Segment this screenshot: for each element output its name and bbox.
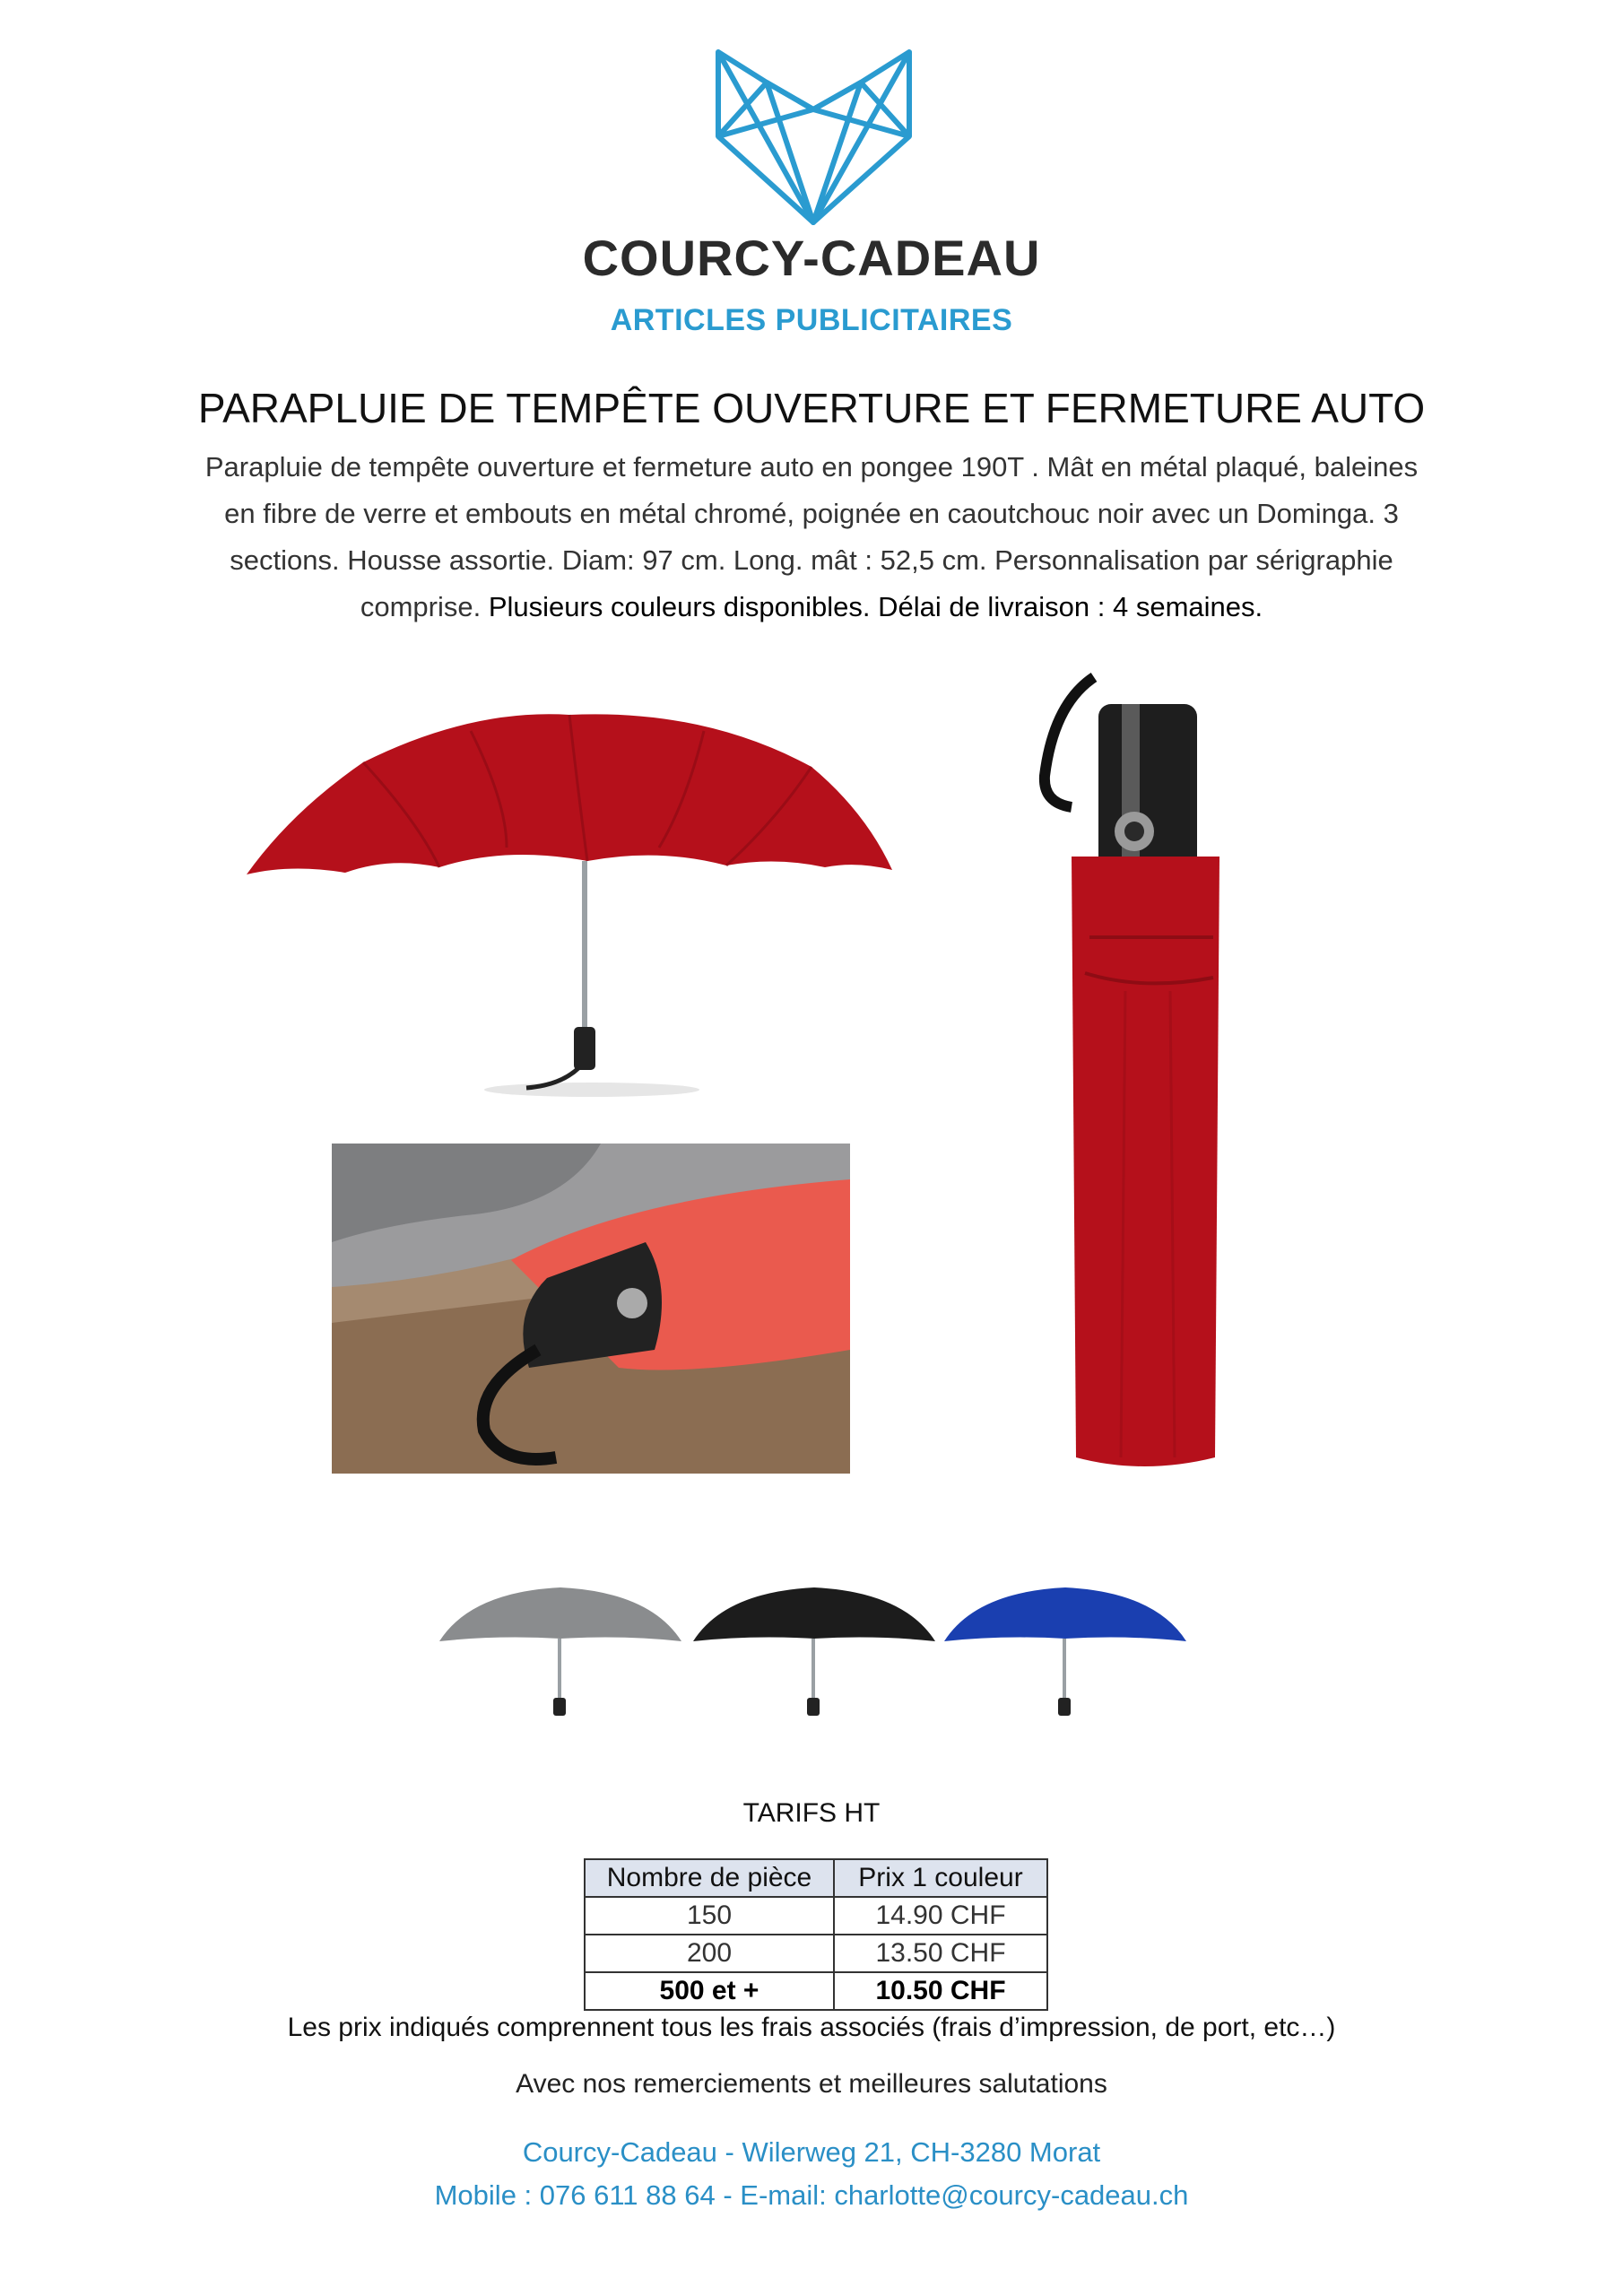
closing-thanks: Avec nos remerciements et meilleures salutations xyxy=(516,2069,1107,2099)
column-header: Nombre de pièce xyxy=(585,1859,834,1897)
column-header: Prix 1 couleur xyxy=(834,1859,1047,1897)
contact-info: Mobile : 076 611 88 64 - E-mail: charlotte@courcy-cadeau.ch xyxy=(434,2179,1189,2211)
blue-umbrella-variant xyxy=(940,1565,1191,1726)
quantity-cell: 500 et + xyxy=(585,1972,834,2010)
description-text: Parapluie de tempête ouverture et fermeture auto en pongee 190T . Mât en métal plaqué, baleines en fibre de verre et embouts en métal chromé, poignée en caoutchouc noir avec un Dominga. 3 sections. Housse assortie. Diam: 97 cm. Long. mât : 52,5 cm. Personnalisation par sérigraphie comprise. xyxy=(204,451,1419,622)
pricing-note: Les prix indiqués comprennent tous les frais associés (frais d’impression, de port, etc…) xyxy=(287,2013,1336,2042)
pricing-heading: TARIFS HT xyxy=(742,1798,881,1828)
company-address: Courcy-Cadeau - Wilerweg 21, CH-3280 Morat xyxy=(522,2136,1101,2168)
closed-red-umbrella-photo xyxy=(1036,668,1251,1475)
product-description xyxy=(193,444,1430,631)
price-cell: 10.50 CHF xyxy=(834,1972,1047,2010)
product-title: PARAPLUIE DE TEMPÊTE OUVERTURE ET FERMETURE AUTO xyxy=(197,385,1426,431)
umbrella-handle-detail-photo xyxy=(332,1144,850,1474)
table-row xyxy=(585,1935,1047,1972)
description-highlight: Plusieurs couleurs disponibles. Délai de livraison : 4 semaines. xyxy=(488,591,1263,622)
variant-canopy xyxy=(439,1587,681,1641)
pricing-table xyxy=(584,1858,1048,2011)
brand-tagline: ARTICLES PUBLICITAIRES xyxy=(610,303,1013,337)
open-red-umbrella-photo xyxy=(238,713,901,1108)
table-row xyxy=(585,1972,1047,2010)
black-umbrella-variant xyxy=(689,1565,940,1726)
quantity-cell: 200 xyxy=(585,1935,834,1972)
table-header-row xyxy=(585,1859,1047,1897)
geometric-fox-logo-icon xyxy=(713,47,915,226)
grey-umbrella-variant xyxy=(435,1565,686,1726)
table-row xyxy=(585,1897,1047,1935)
variant-canopy xyxy=(944,1587,1186,1641)
quantity-cell: 150 xyxy=(585,1897,834,1935)
variant-canopy xyxy=(693,1587,935,1641)
price-cell: 14.90 CHF xyxy=(834,1897,1047,1935)
brand-name: COURCY-CADEAU xyxy=(582,230,1041,286)
price-cell: 13.50 CHF xyxy=(834,1935,1047,1972)
